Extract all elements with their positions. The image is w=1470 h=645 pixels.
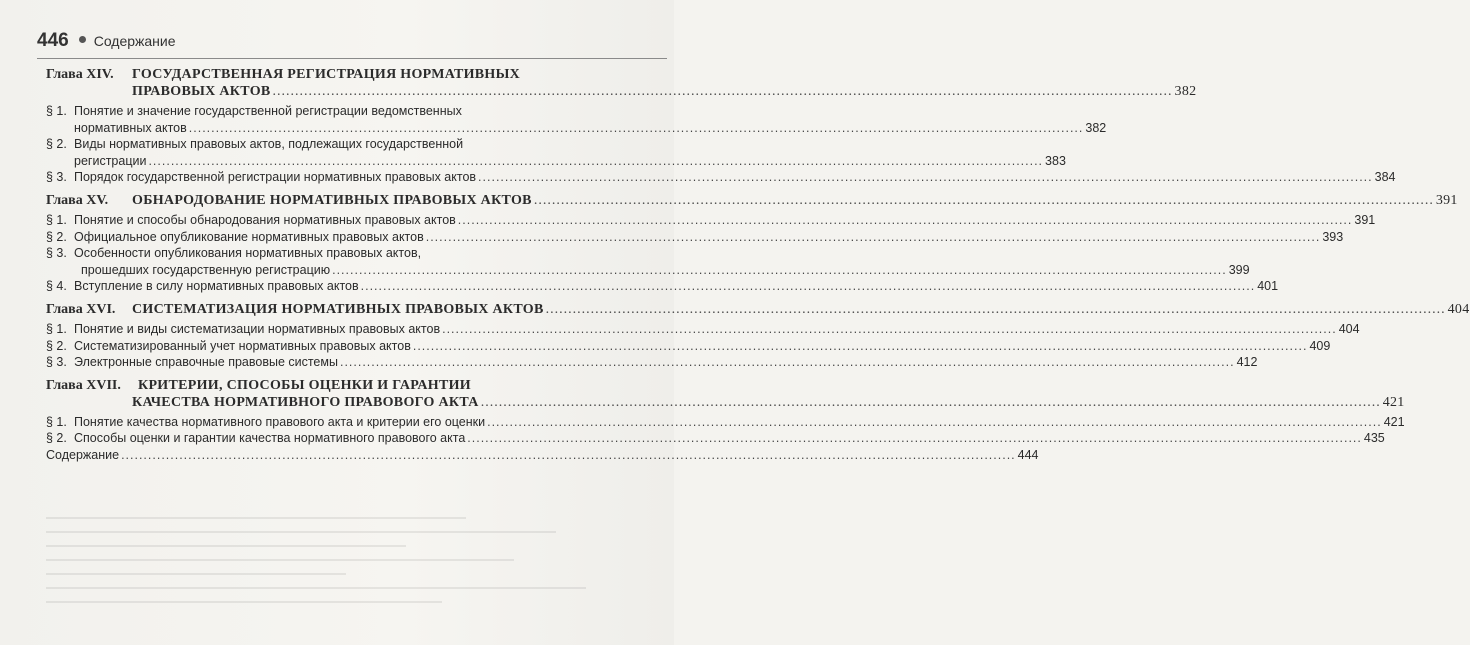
chapter-heading	[46, 66, 1197, 100]
paragraph-mark: § 3.	[46, 170, 67, 185]
paragraph-mark: § 2.	[46, 338, 67, 353]
paragraph-line: Понятие и способы обнародования нормативных правовых актов ..... 391	[74, 212, 1375, 229]
leader-dots	[121, 447, 1016, 464]
page-ref: 409	[1309, 338, 1331, 353]
paragraph-entry	[46, 169, 1396, 186]
chapter-title	[132, 66, 1196, 100]
page-ref: 421	[1382, 394, 1405, 410]
page-ref: 382	[1174, 84, 1197, 99]
page-ref: 383	[1045, 153, 1066, 168]
paragraph-mark: § 2.	[46, 229, 67, 244]
chapter-title	[132, 377, 1405, 411]
paragraph-mark: § 1.	[46, 212, 67, 227]
show-through-texture	[46, 505, 646, 645]
paragraph-entry	[46, 430, 1385, 447]
contents-entry	[46, 447, 1039, 464]
bullet-dot-icon	[79, 36, 86, 43]
contents-line: Содержание ..... 444	[46, 447, 638, 464]
paragraph-mark: § 2.	[46, 137, 67, 152]
chapter-label: Глава XVII.	[46, 377, 121, 393]
page-ref: 404	[1338, 321, 1360, 336]
paragraph-mark: § 4.	[46, 279, 67, 294]
paragraph-entry	[46, 212, 1376, 229]
paragraph-entry	[46, 354, 1258, 371]
page-ref: 399	[1228, 262, 1250, 277]
chapter-label: Глава XV.	[46, 192, 109, 208]
chapter-title-line: КРИТЕРИИ, СПОСОБЫ ОЦЕНКИ И ГАРАНТИИ	[138, 377, 471, 393]
chapter-title-line: КАЧЕСТВА НОРМАТИВНОГО ПРАВОВОГО АКТА ..... 421	[132, 394, 1405, 411]
chapter-heading	[46, 377, 1405, 411]
page-ref: 421	[1383, 414, 1405, 429]
paragraph-line: Электронные справочные правовые системы ..... 412	[74, 354, 1257, 371]
paragraph-line: Систематизированный учет нормативных правовых актов ..... 409	[74, 338, 1330, 355]
leader-dots	[546, 301, 1446, 318]
chapter-title	[132, 192, 1458, 209]
page-number: 446	[37, 30, 69, 51]
page-ref: 384	[1374, 170, 1396, 185]
paragraph-line: Понятие и виды систематизации нормативных правовых актов ..... 404	[74, 321, 1360, 338]
paragraph-entry	[46, 245, 1250, 278]
paragraph-entry	[46, 229, 1344, 246]
paragraph-line: регистрации ..... 383	[74, 153, 1066, 170]
paragraph-line: Виды нормативных правовых актов, подлежащих государственной	[74, 137, 464, 152]
paragraph-mark: § 1.	[46, 321, 67, 336]
chapter-heading	[46, 192, 1458, 209]
header-rule	[37, 58, 667, 59]
paragraph-mark: § 3.	[46, 246, 67, 261]
leader-dots	[340, 354, 1235, 371]
leader-dots	[481, 394, 1381, 411]
paragraph-line: Способы оценки и гарантии качества нормативного правового акта ..... 435	[74, 430, 1385, 447]
paragraph-line: прошедших государственную регистрацию ..... 399	[74, 262, 1250, 279]
leader-dots	[534, 192, 1434, 209]
paragraph-entry	[46, 136, 1066, 169]
page-ref: 444	[1017, 447, 1039, 462]
chapter-title	[132, 301, 1470, 318]
leader-dots	[361, 278, 1256, 295]
chapter-label: Глава XVI.	[46, 301, 116, 317]
leader-dots	[458, 212, 1353, 229]
leader-dots	[189, 120, 1084, 137]
paragraph-line: Понятие качества нормативного правового акта и критерии его оценки ..... 421	[74, 414, 1405, 431]
paragraph-line: Понятие и значение государственной регистрации ведомственных	[74, 104, 462, 118]
chapter-title-line: ПРАВОВЫХ АКТОВ ..... 382	[132, 83, 1196, 100]
chapter-label: Глава XIV.	[46, 67, 114, 82]
chapter-heading	[46, 301, 1470, 318]
leader-dots	[487, 414, 1382, 431]
paragraph-line: Официальное опубликование нормативных правовых актов ..... 393	[74, 229, 1343, 246]
paragraph-mark: § 1.	[46, 104, 67, 118]
page-ref: 404	[1447, 301, 1470, 317]
leader-dots	[467, 430, 1362, 447]
paragraph-entry	[46, 321, 1360, 338]
leader-dots	[413, 338, 1308, 355]
chapter-title-line: ГОСУДАРСТВЕННАЯ РЕГИСТРАЦИЯ НОРМАТИВНЫХ	[132, 67, 521, 82]
page-ref: 382	[1085, 120, 1107, 135]
paragraph-mark: § 1.	[46, 414, 67, 429]
paragraph-mark: § 3.	[46, 355, 67, 370]
page-header	[37, 30, 657, 54]
leader-dots	[273, 83, 1173, 100]
paragraph-entry	[46, 414, 1405, 431]
page-ref: 401	[1257, 279, 1279, 294]
running-title: Содержание	[93, 33, 176, 49]
leader-dots	[478, 169, 1373, 186]
leader-dots	[426, 229, 1321, 246]
page-ref: 391	[1354, 212, 1376, 227]
paragraph-line: Особенности опубликования нормативных правовых актов,	[74, 246, 422, 261]
table-of-contents	[46, 66, 1470, 464]
page-ref: 391	[1435, 192, 1458, 208]
paragraph-entry	[46, 103, 1107, 136]
paragraph-line: Вступление в силу нормативных правовых актов ..... 401	[74, 278, 1278, 295]
page-ref: 393	[1322, 229, 1344, 244]
leader-dots	[442, 321, 1337, 338]
chapter-title-line: СИСТЕМАТИЗАЦИЯ НОРМАТИВНЫХ ПРАВОВЫХ АКТОВ ..... 404	[132, 301, 1470, 318]
chapter-title-line: ОБНАРОДОВАНИЕ НОРМАТИВНЫХ ПРАВОВЫХ АКТОВ ..... 391	[132, 192, 1458, 209]
page-ref: 435	[1363, 431, 1385, 446]
paragraph-entry	[46, 278, 1279, 295]
paragraph-mark: § 2.	[46, 431, 67, 446]
page-ref: 412	[1236, 355, 1258, 370]
leader-dots	[148, 153, 1043, 170]
leader-dots	[332, 262, 1227, 279]
paragraph-entry	[46, 338, 1331, 355]
paragraph-line: Порядок государственной регистрации нормативных правовых актов ..... 384	[74, 169, 1396, 186]
paragraph-line: нормативных актов ..... 382	[74, 120, 1106, 137]
